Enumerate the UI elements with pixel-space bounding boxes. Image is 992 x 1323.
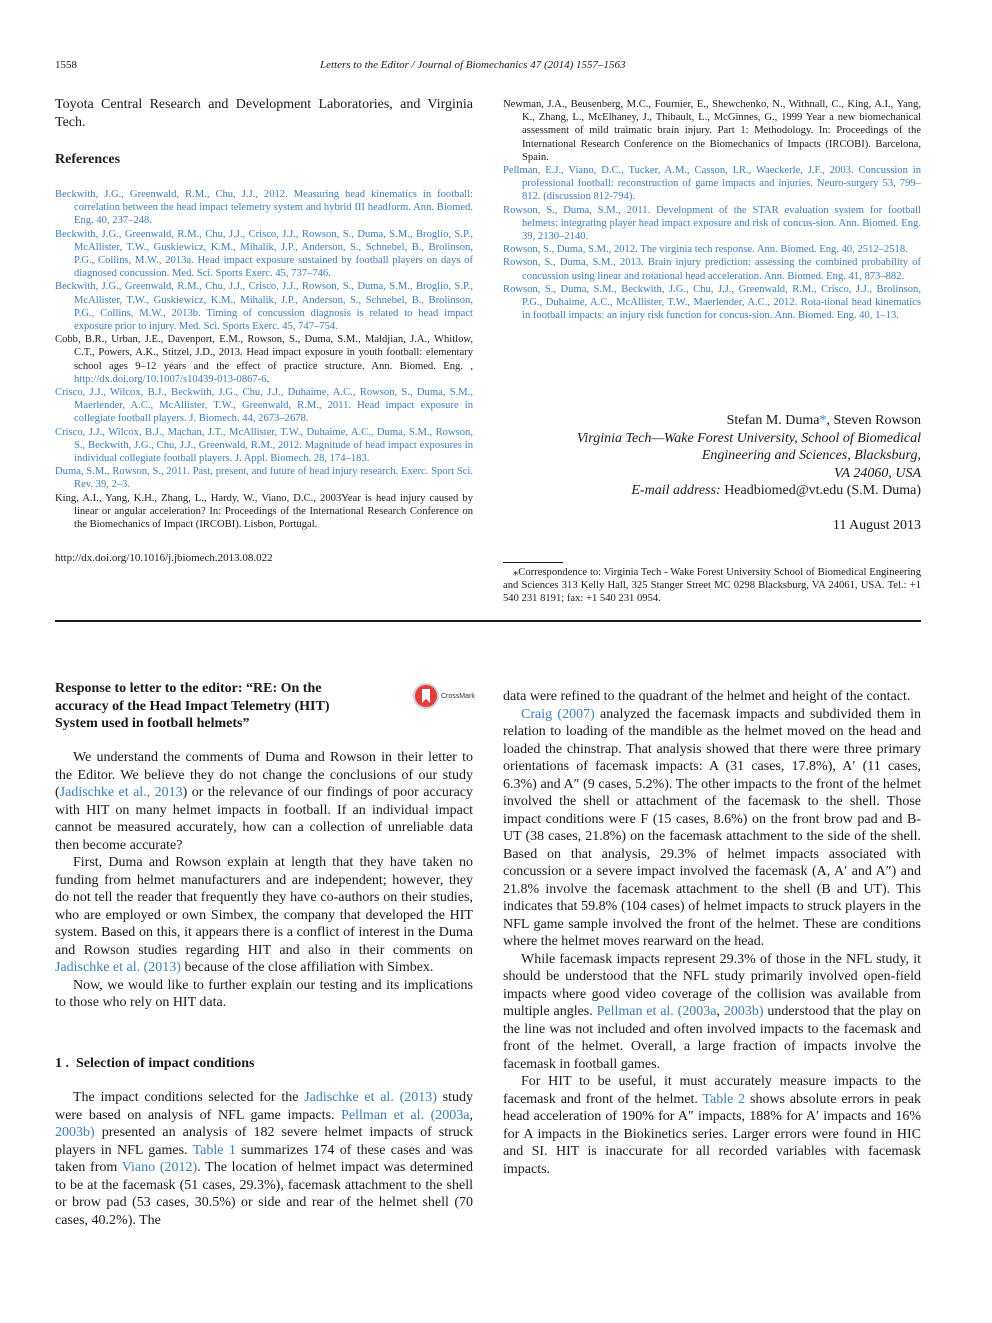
reference-item[interactable]: Beckwith, J.G., Greenwald, R.M., Chu, J.J., Crisco, J.J., Rowson, S., Duma, S.M., Broglio, S.P., McAllister, T.W., Guskiewicz, K.M., Mihalik, J.P., Anderson, S., Schnebel, B., Brolinson, P.G., Collins, M.W., 2013a. Head impact exposure sustained by football players on days of diagnosed concussion. Med. Sci. Sports Exerc. 45, 737–746. [55,228,473,280]
acknowledgment-tail: Toyota Central Research and Development Laboratories, and Virginia Tech. [55,97,473,130]
paragraph: Now, we would like to further explain our testing and its implications to those who rely on HIT data. [55,977,473,1010]
reference-item[interactable]: Rowson, S., Duma, S.M., 2013. Brain injury prediction: assessing the combined probability of concussion using linear and rotational head acceleration. Ann. Biomed. Eng. 41, 873–882. [503,257,921,282]
correspondence-footnote: ⁎Correspondence to: Virginia Tech - Wake Forest University School of Biomedical Engineering and Sciences 313 Kelly Hall, 325 Stanger Street MC 0298 Blacksburg, VA 24061, USA. Tel.: +1 540 231 8191; fax: +1 540 231 0954. [503,567,921,605]
citation-link[interactable]: Pellman et al. (2003a [341,1107,470,1123]
reference-item[interactable]: Duma, S.M., Rowson, S., 2011. Past, present, and future of head injury research. Exerc. Sport Sci. Rev. 39, 2–3. [55,466,473,491]
page-number: 1558 [55,59,77,71]
reference-item[interactable]: Pellman, E.J., Viano, D.C., Tucker, A.M., Casson, I.R., Waeckerle, J.F., 2003. Concussion in professional football: reconstruction of game impacts and injuries. Neuro-surgery 53, 799–812. (discussion 812-794). [503,165,921,203]
paragraph: While facemask impacts represent 29.3% of those in the NFL study, it should be understood that the NFL study primarily involved open-field impacts where good video coverage of the collision was available from multiple angles. Pellman et al. (2003a, 2003b) understood that the play on the line was not included and often involved impacts to the facemask and front of the helmet. Overall, a large fraction of impacts involve the facemask in football games. [503,951,922,1072]
paragraph: For HIT to be useful, it must accurately measure impacts to the facemask and front of the helmet. Table 2 shows absolute errors in peak head acceleration of 190% for A″ impacts, 188% for A′ impacts and 16% for A impacts in the Biokinetics series. Larger errors were found in HIC and SI. HIT is inaccurate for all recorded variables with facemask impacts. [503,1074,921,1177]
signature-block [577,412,921,534]
references-list-left [55,188,473,531]
affiliation-line: Engineering and Sciences, Blacksburg, [701,448,921,463]
table-link[interactable]: Table 2 [702,1091,746,1107]
reference-item[interactable]: Rowson, S., Duma, S.M., Beckwith, J.G., Chu, J.J., Greenwald, R.M., Crisco, J.J., Brolinson, P.G., Duhaime, A.C., McAllister, T.W., Maerlender, A.C., 2012. Rota-tional head kinematics in football impacts: an injury risk function for concus-sion. Ann. Biomed. Eng. 40, 1–13. [503,283,921,322]
table-link[interactable]: Table 1 [192,1142,236,1158]
reference-tail: . [266,373,270,385]
article-doi[interactable]: http://dx.doi.org/10.1016/j.jbiomech.2013.08.022 [55,552,273,565]
section-heading: 1 . Selection of impact conditions [55,1055,255,1071]
citation-link[interactable]: 2003b) [55,1125,95,1140]
citation-link[interactable]: 2003b) [723,1004,764,1019]
email-line: E-mail address: Headbiomed@vt.edu (S.M. Duma) [631,483,921,498]
top-right-column [503,98,921,322]
reference-item[interactable]: Crisco, J.J., Wilcox, B.J., Beckwith, J.G., Chu, J.J., Duhaime, A.C., Rowson, S., Duma, S.M., Maerlender, A.C., McAllister, T.W., Greenwald, R.M., 2011. Head impact exposure in collegiate football players. J. Biomech. 44, 2673–2678. [55,387,473,425]
journal-citation: Letters to the Editor / Journal of Biomechanics 47 (2014) 1557–1563 [320,59,626,71]
citation-link[interactable]: Viano (2012) [121,1160,198,1175]
footnote-rule [503,562,563,563]
references-heading: References [55,152,121,167]
reference-item[interactable]: Beckwith, J.G., Greenwald, R.M., Chu, J.J., 2012. Measuring head kinematics in football: correlation between the head impact telemetry system and hybrid III headform. Ann. Biomed. Eng. 40, 237–248. [55,189,473,227]
citation-link[interactable]: Jadischke et al. (2013) [304,1090,437,1105]
reference-item: Newman, J.A., Beusenberg, M.C., Fournier, E., Shewchenko, N., Withnall, C., King, A.I., Yang, K., Zhang, L., McElhaney, J., Thibault, L., McGinnes, G., 1999 Year a new biomechanical assessment of mild traimatic brain injury. Part 1: Methodology. In: Proceedings of the International Research Conference on the Biomechanics of Impacts (IRCOBI). Barcelona, Spain. [503,99,921,163]
citation-link[interactable]: Pellman et al. (2003a [596,1004,717,1019]
reference-doi-link[interactable]: http://dx.doi.org/10.1007/s10439-013-0867-6 [74,373,267,385]
crossmark-label: CrossMark [441,692,475,700]
section-divider [55,620,921,622]
citation-link[interactable]: Jadischke et al., 2013 [59,785,183,800]
bottom-right-column [503,688,921,1178]
article-title: Response to letter to the editor: “RE: On the accuracy of the Head Impact Telemetry (HIT) System used in football helmets” [55,681,330,731]
running-header [55,59,921,75]
crossmark-icon [413,683,439,709]
top-left-column [55,96,473,564]
paragraph: Craig (2007) analyzed the facemask impacts and subdivided them in relation to loading of the mandible as the helmet moved on the head and loaded the chinstrap. That analysis showed that there were three primary orientations of facemask impacts: A (31 cases, 17.8%), A′ (11 cases, 6.3%) and A″ (9 cases, 5.2%). The other impacts to the front of the helmet involved the shell or attachment of the facemask to the shell. Those impact conditions were F (15 cases, 8.6%) on the front brow pad and B-UT (38 cases, 21.8%) on the facemask attachment to the side of the shell. Based on that analysis, 29.3% of helmet impacts associated with concussion or a severe impact involved the facemask (A, A′ and A″) and 21.8% involve the facemask attachment to the shell (B and UT). This indicates that 59.8% (104 cases) of helmet impacts to struck players in the NFL game sample involved the front of the helmet. These are conditions where the helmet moves rearward on the head. [503,706,921,949]
paragraph: We understand the comments of Duma and Rowson in their letter to the Editor. We believe they do not change the conclusions of our study (Jadischke et al., 2013) or the relevance of our findings of poor accuracy with HIT on many helmet impacts in football. If an individual impact cannot be measured accurately, how can a collection of unreliable data then become accurate? [55,750,473,853]
reference-item[interactable]: Beckwith, J.G., Greenwald, R.M., Chu, J.J., Crisco, J.J., Rowson, S., Duma, S.M., Broglio, S.P., McAllister, T.W., Guskiewicz, K.M., Mihalik, J.P., Anderson, S., Schnebel, B., Brolinson, P.G., Collins, M.W., 2013b. Timing of concussion diagnosis is related to head impact exposure prior to injury. Med. Sci. Sports Exerc. 45, 747–754. [55,281,473,333]
reference-item [55,333,473,386]
paragraph: First, Duma and Rowson explain at length that they have taken no funding from helmet manufacturers and are independent; however, they do not tell the reader that frequently they have co-authors on their studies, who are employed or own Simbex, the company that developed the HIT system. Based on this, it appears there is a conflict of interest in the Duma and Rowson studies regarding HIT and also in their comments on Jadischke et al. (2013) because of the close affiliation with Simbex. [55,855,473,975]
reference-text: Cobb, B.R., Urban, J.E., Davenport, E.M., Rowson, S., Duma, S.M., Maldjian, J.A., Whitlow, C.T., Powers, A.K., Stitzel, J.D., 2013. Head impact exposure in youth football: elementary school ages 9–12 years and the effect of practice structure. Ann. Biomed. Eng. , [55,334,473,372]
citation-link[interactable]: Jadischke et al. (2013) [55,960,181,975]
affiliation-line: Virginia Tech—Wake Forest University, School of Biomedical [576,430,921,446]
bottom-left-column [55,749,473,1229]
citation-link[interactable]: Craig (2007) [521,706,595,722]
crossmark-badge[interactable] [413,683,475,709]
references-list-right [503,98,921,322]
signature-authors: Stefan M. Duma*, Steven Rowson [726,413,921,428]
reference-item[interactable]: Crisco, J.J., Wilcox, B.J., Machan, J.T., McAllister, T.W., Duhaime, A.C., Duma, S.M., Rowson, S., Beckwith, J.G., Chu, J.J., Greenwald, R.M., 2012. Magnitude of head impact exposures in individual collegiate football players. J. Appl. Biomech. 28, 174–183. [55,426,473,465]
paragraph: data were refined to the quadrant of the helmet and height of the contact. [503,689,911,704]
affiliation-line: VA 24060, USA [834,465,921,481]
corresponding-asterisk[interactable]: * [819,413,827,428]
letter-date: 11 August 2013 [832,517,921,533]
paragraph: The impact conditions selected for the Jadischke et al. (2013) study were based on analysis of NFL game impacts. Pellman et al. (2003a, 2003b) presented an analysis of 182 severe helmet impacts of struck players in NFL games. Table 1 summarizes 174 of these cases and was taken from Viano (2012). The location of helmet impact was determined to be at the facemask (51 cases, 29.3%), facemask attachment to the shell or brow pad (53 cases, 30.5%) or side and rear of the helmet shell (70 cases, 40.2%). The [55,1090,474,1228]
reference-item[interactable]: Rowson, S., Duma, S.M., 2011. Development of the STAR evaluation system for football helmets: integrating player head impact exposure and risk of concus-sion. Ann. Biomed. Eng. 39, 2130–2140. [503,204,921,243]
reference-item: King, A.I., Yang, K.H., Zhang, L., Hardy, W., Viano, D.C., 2003Year is head injury caused by linear or angular acceleration? In: Proceedings of the International Research Conference on the Biomechanics of Impact (IRCOBI). Lisbon, Portugal. [55,492,473,531]
reference-item[interactable]: Rowson, S., Duma, S.M., 2012. The virginia tech response. Ann. Biomed. Eng. 40, 2512–2518. [503,244,908,256]
email-address[interactable]: Headbiomed@vt.edu (S.M. Duma) [720,483,921,498]
